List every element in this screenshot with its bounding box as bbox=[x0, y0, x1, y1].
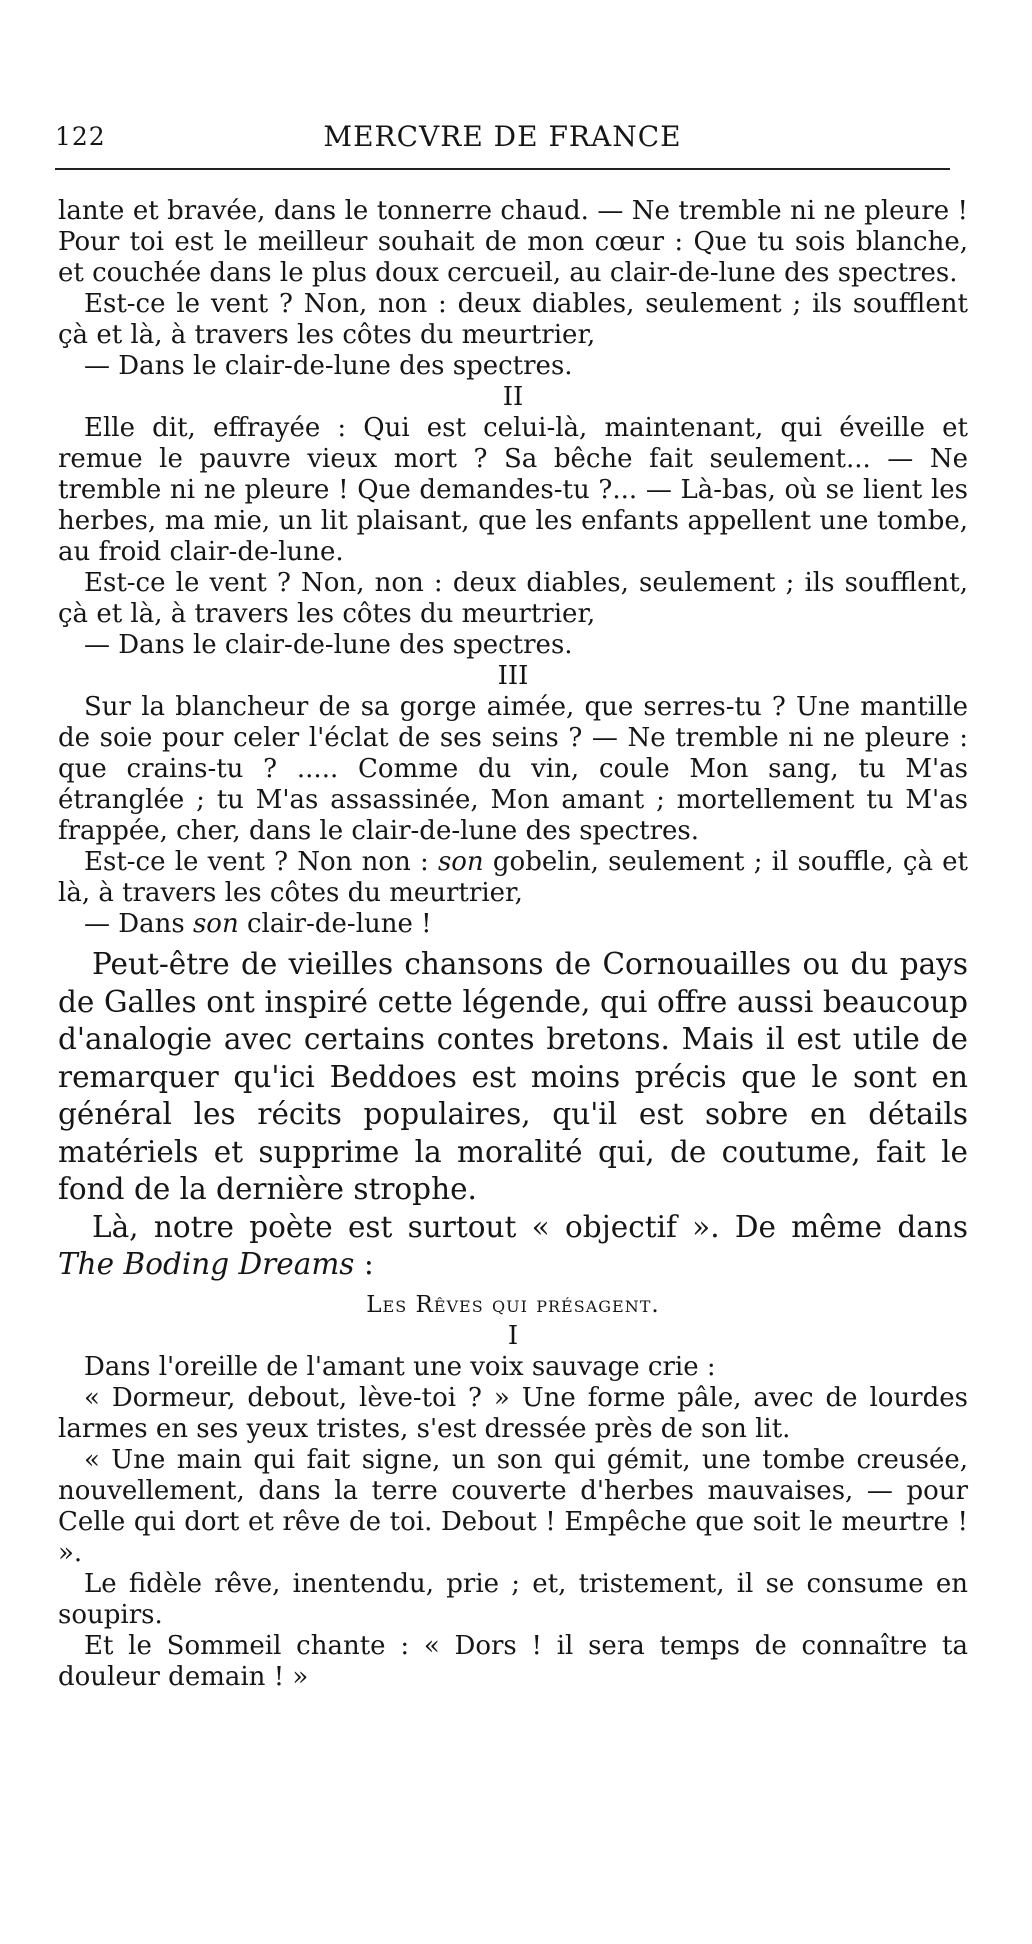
header-rule bbox=[55, 168, 950, 170]
poem2-line-4: Le fidèle rêve, inentendu, prie ; et, tristement, il se consume en soupirs. bbox=[58, 1568, 968, 1630]
refrain-3 bbox=[58, 847, 968, 909]
refrain-3-emphasis: son bbox=[437, 847, 484, 877]
commentary-2-end: : bbox=[354, 1247, 374, 1281]
body-text bbox=[58, 196, 968, 1693]
refrain-3-end-emphasis: son bbox=[192, 909, 239, 939]
poem2-line-1: Dans l'oreille de l'amant une voix sauvage crie : bbox=[84, 1351, 716, 1382]
work-title: The Boding Dreams bbox=[58, 1247, 355, 1281]
commentary-2-start: Là, notre poète est surtout « objectif ». De même dans bbox=[92, 1209, 968, 1244]
refrain-2-end: — Dans le clair-de-lune des spectres. bbox=[84, 630, 573, 660]
commentary-paragraph-2 bbox=[58, 1209, 968, 1284]
page-header bbox=[55, 118, 950, 158]
refrain-3-start: Est-ce le vent ? Non non : bbox=[84, 847, 438, 877]
poem2-line-3: « Une main qui fait signe, un son qui gémit, une tombe creusée, nouvellement, dans la terre couverte d'herbes mauvaises, — pour Celle qui dort et rêve de toi. Debout ! Empêche que soit le meurtre ! ». bbox=[58, 1444, 968, 1568]
refrain-3-rest: gobelin, seulement ; il souffle, çà et là, à travers les côtes du meurtrier, bbox=[58, 847, 968, 908]
running-head: MERCVRE DE FRANCE bbox=[323, 120, 682, 153]
poem2-line-2: « Dormeur, debout, lève-toi ? » Une forme pâle, avec de lourdes larmes en ses yeux tristes, s'est dressée près de son lit. bbox=[58, 1382, 968, 1444]
section-ii-heading: II bbox=[502, 382, 524, 412]
poem-stanza-ii: Elle dit, effrayée : Qui est celui-là, maintenant, qui éveille et remue le pauvre vieux mort ? Sa bêche fait seulement... — Ne tremble ni ne pleure ! Que demandes-tu ?... — Là-bas, où se lient les herbes, ma mie, un lit plaisant, que les enfants appellent une tombe, au froid clair-de-lune. bbox=[58, 413, 968, 567]
refrain-2: Est-ce le vent ? Non, non : deux diables, seulement ; ils soufflent, çà et là, à travers les côtes du meurtrier, bbox=[58, 568, 968, 629]
refrain-3-end bbox=[58, 909, 968, 940]
commentary-paragraph-1: Peut-être de vieilles chansons de Cornouailles ou du pays de Galles ont inspiré cette légende, qui offre aussi beaucoup d'analogie avec certains contes bretons. Mais il est utile de remarquer qu'ici Beddoes est moins précis que le sont en général les récits populaires, qu'il est sobre en détails matériels et supprime la moralité qui, de coutume, fait le fond de la dernière strophe. bbox=[58, 947, 968, 1206]
poem-stanza-iii: Sur la blancheur de sa gorge aimée, que serres-tu ? Une mantille de soie pour celer l'éclat de ses seins ? — Ne tremble ni ne pleure : que crains-tu ? ..... Comme du vin, coule Mon sang, tu M'as étranglée ; tu M'as assassinée, Mon amant ; mortellement tu M'as frappée, cher, dans le clair-de-lune des spectres. bbox=[58, 692, 968, 846]
poem-stanza-i-end: lante et bravée, dans le tonnerre chaud. — Ne tremble ni ne pleure ! Pour toi est le meilleur souhait de mon cœur : Que tu sois blanche, et couchée dans le plus doux cercueil, au clair-de-lune des spectres. bbox=[58, 196, 968, 288]
poem2-line-5: Et le Sommeil chante : « Dors ! il sera temps de connaître ta douleur demain ! » bbox=[58, 1630, 968, 1692]
refrain-1: Est-ce le vent ? Non, non : deux diables, seulement ; ils soufflent çà et là, à travers les côtes du meurtrier, bbox=[58, 289, 968, 350]
refrain-3-end-rest: clair-de-lune ! bbox=[238, 909, 432, 939]
poem2-section-i-heading: I bbox=[507, 1320, 519, 1351]
poem-title: Les Rêves qui présagent. bbox=[366, 1291, 660, 1318]
refrain-1-end: — Dans le clair-de-lune des spectres. bbox=[84, 351, 573, 381]
refrain-3-end-start: — Dans bbox=[84, 909, 193, 939]
page-number: 122 bbox=[55, 122, 106, 151]
section-iii-heading: III bbox=[497, 661, 529, 691]
